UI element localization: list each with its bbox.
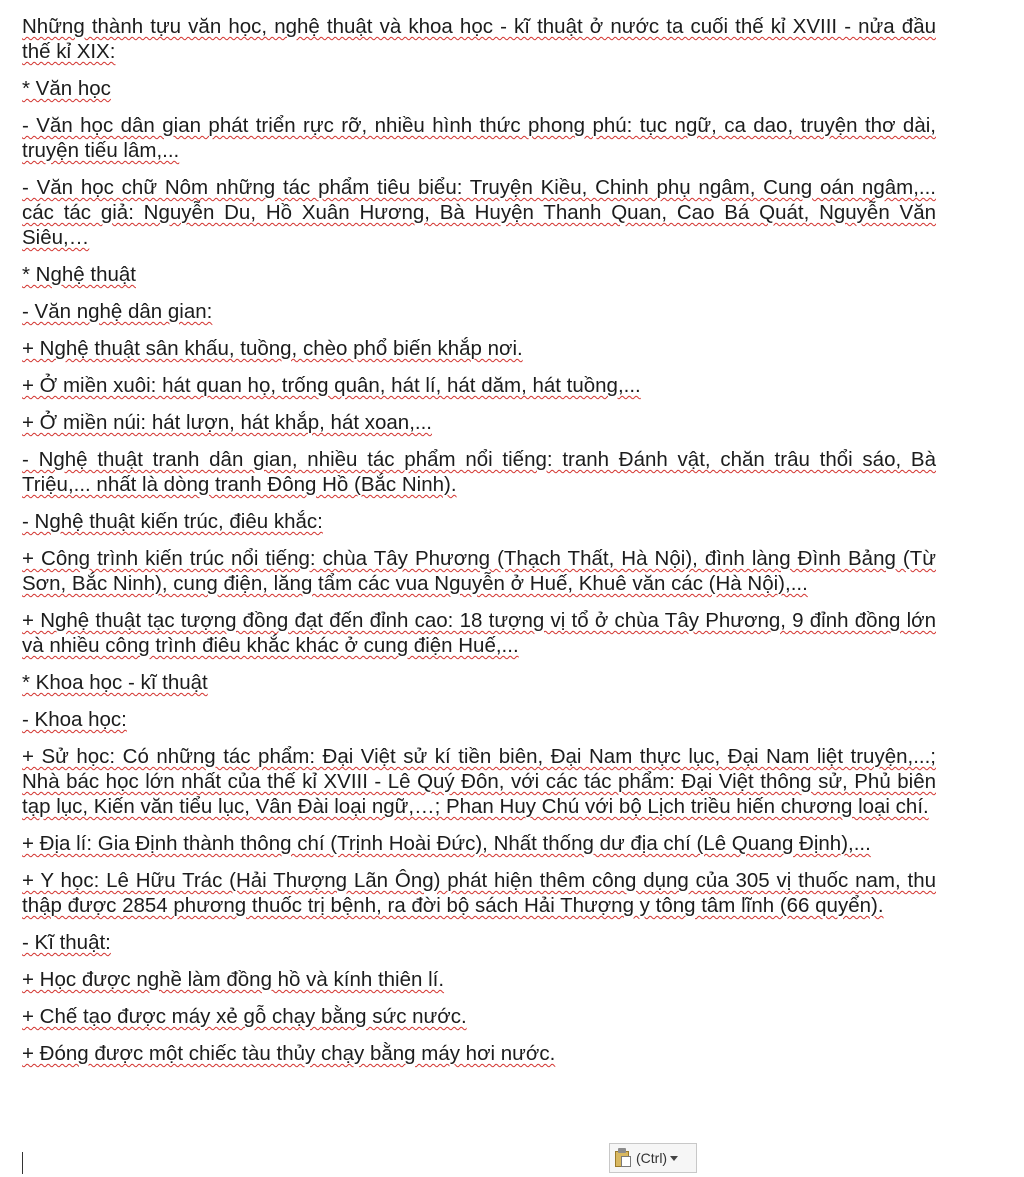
doc-heading: Những thành tựu văn học, nghệ thuật và khoa học - kĩ thuật ở nước ta cuối thế kỉ XVIII - nửa đầu thế kỉ XIX: <box>22 15 936 63</box>
paragraph-nom-literature: - Văn học chữ Nôm những tác phẩm tiêu biểu: Truyện Kiều, Chinh phụ ngâm, Cung oán ngâm,... các tác giả: Nguyễn Du, Hồ Xuân Hương, Bà Huyện Thanh Quan, Cao Bá Quát, Nguyễn Văn Siêu,… <box>22 176 936 249</box>
paragraph-architecture-heading: - Nghệ thuật kiến trúc, điêu khắc: <box>22 510 323 533</box>
paragraph-architecture-works: + Công trình kiến trúc nổi tiếng: chùa Tây Phương (Thạch Thất, Hà Nội), đình làng Đình Bảng (Từ Sơn, Bắc Ninh), cung điện, lăng tẩm các vua Nguyễn ở Huế, Khuê văn các (Hà Nội),... <box>22 547 936 595</box>
paragraph-steamship: + Đóng được một chiếc tàu thủy chạy bằng máy hơi nước. <box>22 1042 556 1065</box>
paragraph-lowland-songs: + Ở miền xuôi: hát quan họ, trống quân, hát lí, hát dăm, hát tuồng,... <box>22 374 641 397</box>
paragraph-folk-paintings: - Nghệ thuật tranh dân gian, nhiều tác phẩm nổi tiếng: tranh Đánh vật, chăn trâu thổi sáo, Bà Triệu,... nhất là dòng tranh Đông Hồ (Bắc Ninh). <box>22 448 936 496</box>
clipboard-icon <box>614 1148 632 1168</box>
paragraph-medicine: + Y học: Lê Hữu Trác (Hải Thượng Lãn Ông) phát hiện thêm công dụng của 305 vị thuốc nam, thu thập được 2854 phương thuốc trị bệnh, ra đời bộ sách Hải Thượng y tông tâm lĩnh (66 quyển). <box>22 869 936 917</box>
paragraph-clocks: + Học được nghề làm đồng hồ và kính thiên lí. <box>22 968 445 991</box>
paste-options-button[interactable] <box>609 1143 697 1173</box>
chevron-down-icon <box>670 1156 678 1161</box>
text-cursor <box>22 1152 23 1174</box>
paragraph-technology-heading: - Kĩ thuật: <box>22 931 111 954</box>
section-heading-arts: * Nghệ thuật <box>22 263 136 286</box>
paragraph-sawmill: + Chế tạo được máy xẻ gỗ chạy bằng sức nước. <box>22 1005 467 1028</box>
document-body[interactable] <box>22 14 936 1078</box>
paragraph-stage-arts: + Nghệ thuật sân khấu, tuồng, chèo phổ biến khắp nơi. <box>22 337 523 360</box>
paragraph-history: + Sử học: Có những tác phẩm: Đại Việt sử kí tiền biên, Đại Nam thực lục, Đại Nam liệt truyện,...; Nhà bác học lớn nhất của thế kỉ XVIII - Lê Quý Đôn, với các tác phẩm: Đại Việt thông sử, Phủ biên tạp lục, Kiến văn tiểu lục, Vân Đài loại ngữ,…; Phan Huy Chú với bộ Lịch triều hiến chương loại chí. <box>22 745 936 818</box>
paragraph-highland-songs: + Ở miền núi: hát lượn, hát khắp, hát xoan,... <box>22 411 432 434</box>
section-heading-literature: * Văn học <box>22 77 111 100</box>
section-heading-science: * Khoa học - kĩ thuật <box>22 671 208 694</box>
paragraph-folk-arts: - Văn nghệ dân gian: <box>22 300 213 323</box>
paragraph-geography: + Địa lí: Gia Định thành thông chí (Trịnh Hoài Đức), Nhất thống dư địa chí (Lê Quang Định),... <box>22 832 871 855</box>
paragraph-bronze-statues: + Nghệ thuật tạc tượng đồng đạt đến đỉnh cao: 18 tượng vị tổ ở chùa Tây Phương, 9 đỉnh đồng lớn và nhiều công trình điêu khắc khác ở cung điện Huế,... <box>22 609 936 657</box>
paragraph-science-heading: - Khoa học: <box>22 708 127 731</box>
paste-options-label: (Ctrl) <box>636 1150 668 1166</box>
paragraph-folk-literature: - Văn học dân gian phát triển rực rỡ, nhiều hình thức phong phú: tục ngữ, ca dao, truyện thơ dài, truyện tiếu lâm,... <box>22 114 936 162</box>
